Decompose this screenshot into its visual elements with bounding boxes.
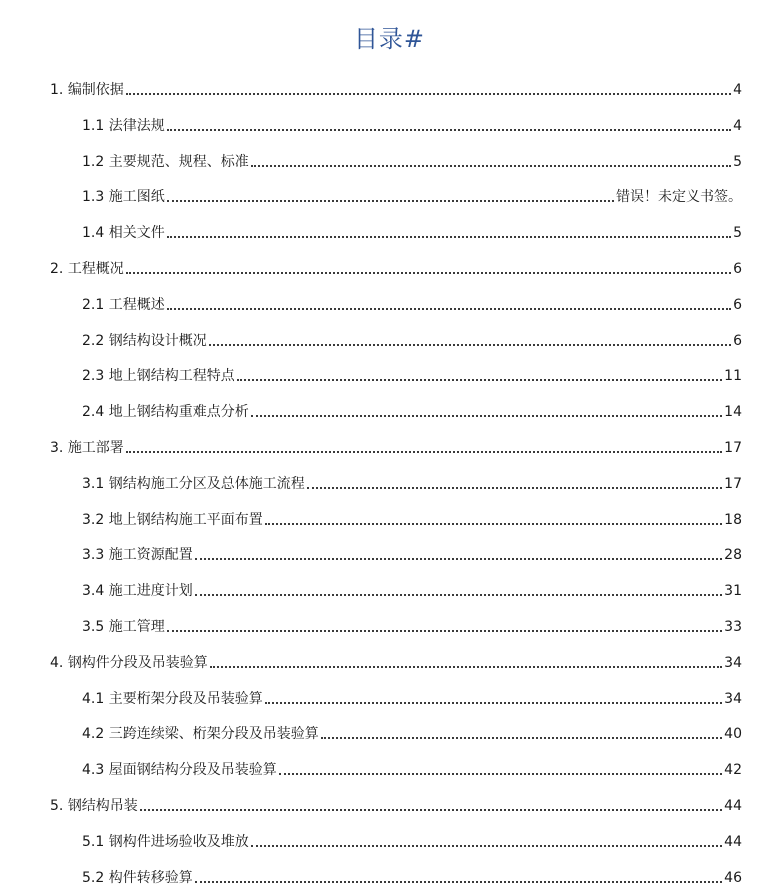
toc-entry-page: 17 — [724, 475, 742, 492]
toc-entry-title: 钢结构施工分区及总体施工流程 — [108, 475, 305, 492]
toc-dot-leader — [195, 593, 722, 596]
toc-entry[interactable] — [82, 317, 742, 351]
toc-entry-number: 1.2 — [82, 153, 109, 170]
toc-entry[interactable] — [50, 782, 742, 816]
toc-entry-number: 1.3 — [82, 189, 109, 206]
toc-entry-number: 5.1 — [82, 833, 109, 850]
toc-entry-page: 42 — [724, 762, 742, 779]
toc-dot-leader — [167, 128, 731, 131]
toc-entry[interactable] — [50, 245, 742, 279]
toc-entry-number: 3.5 — [82, 619, 109, 635]
toc-entry-title: 施工部署 — [67, 440, 124, 456]
toc-entry[interactable] — [82, 531, 742, 565]
toc-entry-title: 主要桁架分段及吊装验算 — [108, 690, 263, 707]
toc-entry-page: 14 — [724, 404, 742, 421]
toc-dot-leader — [195, 880, 722, 883]
toc-dot-leader — [210, 665, 722, 668]
toc-entry-number: 2.2 — [82, 332, 109, 349]
toc-entry-number: 3.4 — [82, 583, 109, 600]
toc-dot-leader — [279, 772, 722, 775]
toc-entry[interactable] — [50, 639, 742, 673]
toc-dot-leader — [167, 629, 722, 632]
toc-dot-leader — [195, 557, 722, 560]
toc-entry-title: 施工管理 — [108, 619, 165, 635]
toc-entry-number: 5. — [50, 798, 68, 814]
toc-dot-leader — [321, 736, 722, 739]
toc-entry-title: 钢结构设计概况 — [108, 332, 207, 349]
toc-dot-leader — [251, 164, 731, 167]
toc-entry[interactable] — [82, 352, 742, 386]
toc-entry-title: 编制依据 — [67, 82, 124, 98]
toc-entry[interactable] — [82, 388, 742, 422]
toc-entry-title: 施工进度计划 — [108, 583, 193, 600]
toc-entry-page: 6 — [733, 332, 742, 349]
toc-entry-page: 18 — [724, 511, 742, 528]
toc-dot-leader — [126, 92, 731, 95]
toc-entry-title: 施工资源配置 — [108, 547, 193, 564]
toc-dot-leader — [126, 271, 731, 274]
toc-entry-page: 34 — [724, 690, 742, 707]
toc-entry[interactable] — [50, 66, 742, 100]
toc-dot-leader — [237, 378, 722, 381]
toc-entry-number: 3.3 — [82, 547, 109, 564]
toc-entry-number: 2.3 — [82, 368, 109, 385]
toc-title: 目录# — [353, 25, 426, 53]
toc-entry[interactable] — [82, 675, 742, 709]
toc-dot-leader — [265, 701, 722, 704]
toc-entry-page: 34 — [724, 654, 742, 671]
toc-entry-title: 法律法规 — [108, 117, 165, 134]
toc-entry-page: 错误！未定义书签。 — [616, 189, 742, 206]
toc-entry-page: 11 — [724, 368, 742, 385]
toc-dot-leader — [307, 486, 722, 489]
toc-dot-leader — [251, 844, 722, 847]
toc-entry-title: 相关文件 — [108, 225, 165, 242]
toc-entry-number: 4.2 — [82, 726, 109, 743]
toc-entry-number: 3.1 — [82, 475, 109, 492]
toc-entry-number: 3. — [50, 440, 68, 456]
toc-dot-leader — [140, 808, 722, 811]
toc-entry-page: 6 — [733, 296, 742, 313]
toc-entry-number: 5.2 — [82, 869, 109, 886]
toc-entry-page: 4 — [733, 117, 742, 134]
toc-entry-title: 工程概况 — [67, 261, 124, 277]
toc-dot-leader — [167, 199, 614, 202]
toc-entry-page: 4 — [733, 82, 742, 98]
toc-entry-number: 4.3 — [82, 762, 109, 779]
toc-entry-title: 钢结构吊装 — [67, 798, 138, 814]
toc-entry[interactable] — [82, 102, 742, 136]
toc-dot-leader — [209, 343, 731, 346]
toc-entry-number: 2.1 — [82, 296, 109, 313]
toc-entry-title: 地上钢结构施工平面布置 — [108, 511, 263, 528]
toc-entry-title: 施工图纸 — [108, 189, 165, 206]
toc-entry[interactable] — [82, 281, 742, 315]
toc-dot-leader — [251, 414, 722, 417]
toc-entry-number: 2.4 — [82, 404, 109, 421]
toc-entry[interactable] — [82, 854, 742, 888]
toc-dot-leader — [167, 235, 731, 238]
toc-entry-title: 屋面钢结构分段及吊装验算 — [108, 762, 277, 779]
toc-entry-title: 地上钢结构重难点分析 — [108, 404, 249, 421]
toc-entry-page: 28 — [724, 547, 742, 564]
toc-entry-title: 构件转移验算 — [108, 869, 193, 886]
toc-entry[interactable] — [82, 746, 742, 780]
toc-entry-page: 5 — [733, 225, 742, 242]
toc-entry[interactable] — [82, 496, 742, 530]
toc-entry[interactable] — [82, 209, 742, 243]
toc-entry[interactable] — [82, 603, 742, 637]
toc-dot-leader — [265, 522, 722, 525]
toc-entry-number: 1.1 — [82, 117, 109, 134]
toc-entry-page: 40 — [724, 726, 742, 743]
toc-entry-number: 3.2 — [82, 511, 109, 528]
toc-entry[interactable] — [82, 138, 742, 172]
toc-entry-page: 5 — [733, 153, 742, 170]
toc-entry-number: 1.4 — [82, 225, 109, 242]
toc-dot-leader — [126, 450, 722, 453]
toc-entry-page: 33 — [724, 619, 742, 635]
toc-entry-title: 钢构件分段及吊装验算 — [67, 654, 208, 671]
toc-entry-page: 6 — [733, 261, 742, 277]
toc-entry-page: 44 — [724, 798, 742, 814]
toc-entry[interactable] — [82, 567, 742, 601]
toc-entry-number: 2. — [50, 261, 68, 277]
toc-entry-page: 31 — [724, 583, 742, 600]
toc-entry-number: 1. — [50, 82, 68, 98]
toc-entry-number: 4. — [50, 654, 68, 671]
toc-entry[interactable] — [82, 460, 742, 494]
toc-entry[interactable] — [82, 818, 742, 852]
toc-entry-title: 主要规范、规程、标准 — [108, 153, 249, 170]
toc-entry-page: 44 — [724, 833, 742, 850]
toc-entry-title: 三跨连续梁、桁架分段及吊装验算 — [108, 726, 319, 743]
toc-entry-title: 地上钢结构工程特点 — [108, 368, 235, 385]
toc-entry-page: 17 — [724, 440, 742, 456]
toc-entry-title: 钢构件进场验收及堆放 — [108, 833, 249, 850]
toc-entry[interactable] — [82, 173, 742, 207]
toc-dot-leader — [167, 307, 731, 310]
toc-entry-page: 46 — [724, 869, 742, 886]
toc-entry[interactable] — [82, 710, 742, 744]
toc-entry-title: 工程概述 — [108, 296, 165, 313]
toc-entry[interactable] — [50, 424, 742, 458]
toc-entry-number: 4.1 — [82, 690, 109, 707]
